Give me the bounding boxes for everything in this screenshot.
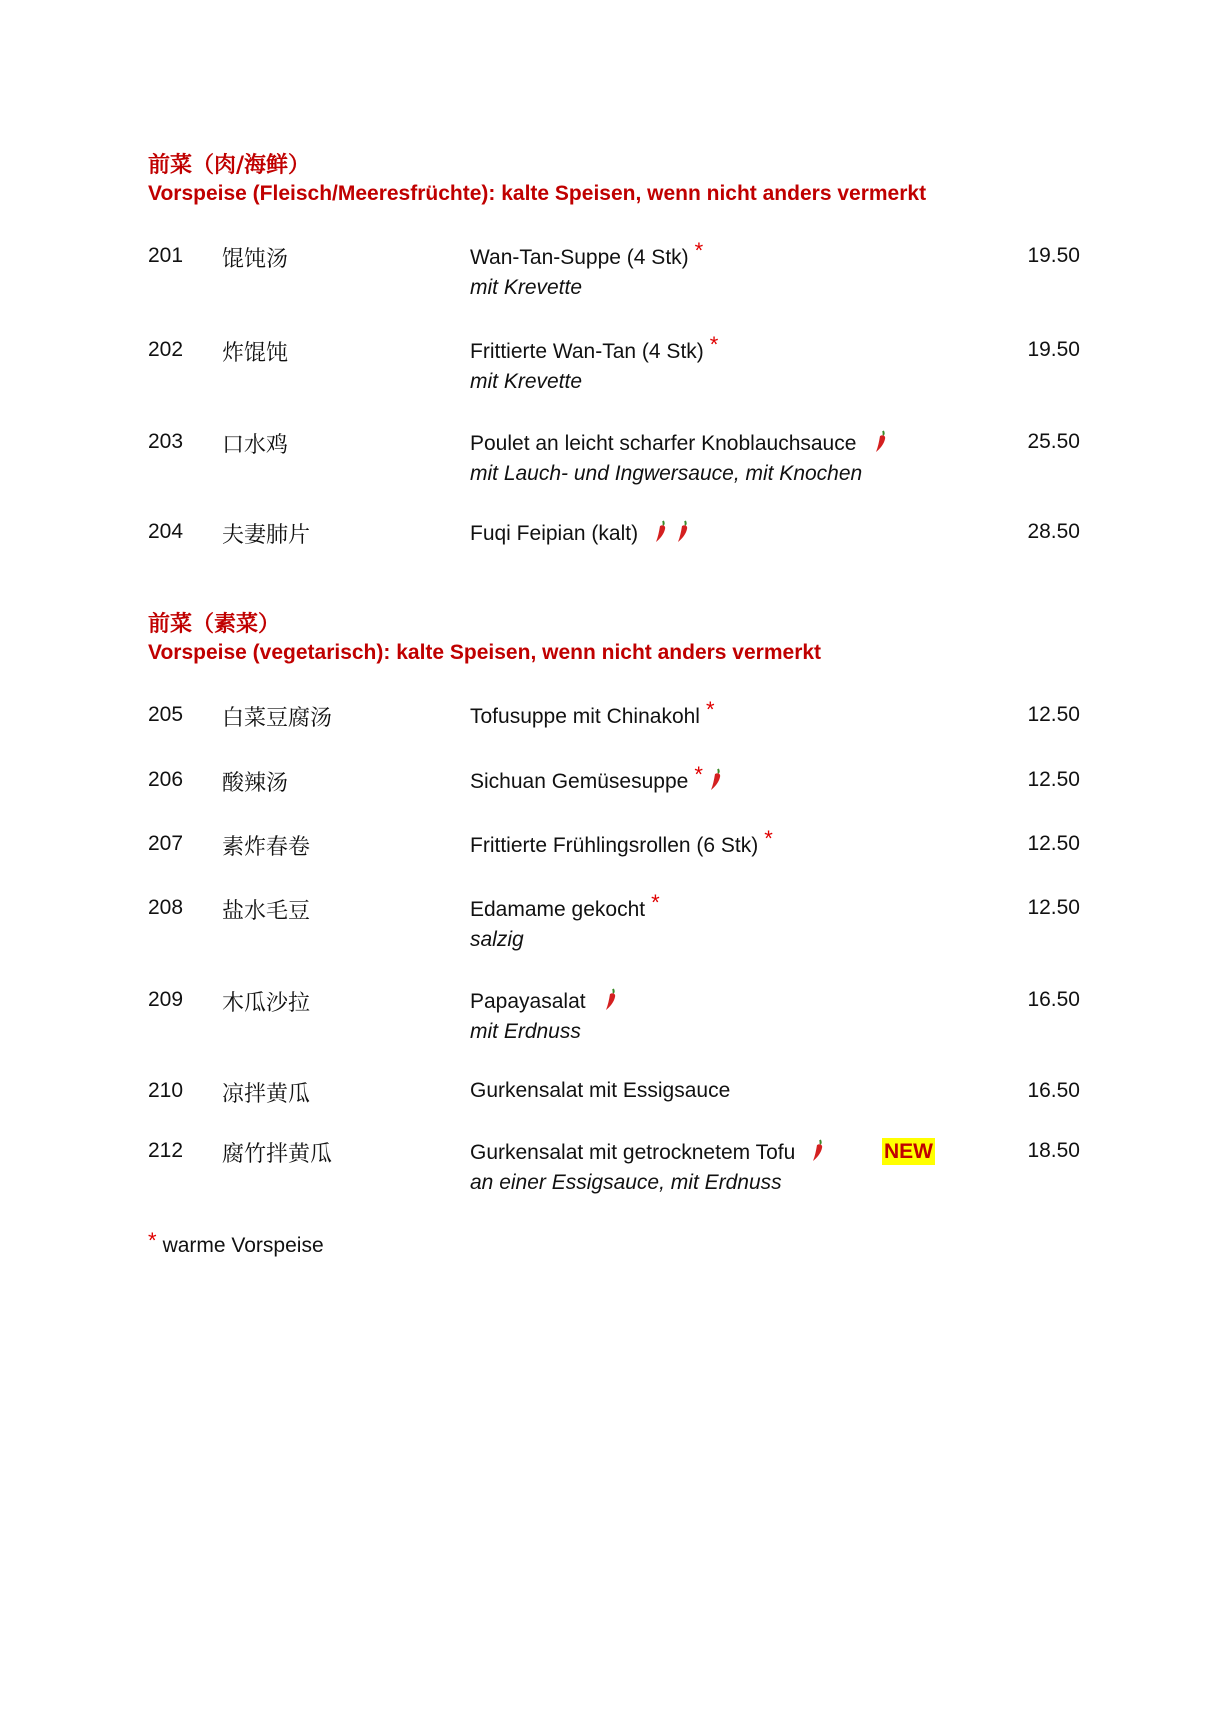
item-price: 28.50 [1027, 520, 1080, 543]
warm-marker: * [705, 697, 715, 722]
item-number: 209 [148, 988, 184, 1011]
item-number: 203 [148, 430, 184, 453]
item-number: 205 [148, 703, 184, 726]
new-badge: NEW [884, 1140, 933, 1163]
menu-item [148, 332, 1088, 398]
item-description [470, 1139, 825, 1165]
item-price: 16.50 [1027, 1079, 1080, 1102]
warm-marker: * [148, 1228, 157, 1253]
item-description [470, 890, 660, 922]
warm-marker: * [651, 890, 660, 915]
item-description [470, 988, 618, 1014]
menu-item [148, 520, 1088, 580]
item-description [470, 1079, 730, 1103]
item-title: Fuqi Feipian (kalt) [470, 522, 639, 545]
section-title-de: Vorspeise (vegetarisch): kalte Speisen, wenn nicht anders vermerkt [148, 641, 822, 664]
item-price: 19.50 [1027, 338, 1080, 361]
item-title: Edamame gekocht [470, 898, 646, 921]
menu-item [148, 1139, 1088, 1199]
item-price: 12.50 [1027, 832, 1080, 855]
menu-item [148, 890, 1088, 956]
chili-pepper-icon [811, 1139, 825, 1163]
item-name-cn: 口水鸡 [222, 433, 289, 458]
menu-item [148, 1079, 1088, 1139]
item-title: Wan-Tan-Suppe (4 Stk) [470, 246, 689, 269]
section-title-cn: 前菜（肉/海鲜） [148, 152, 311, 178]
item-price: 12.50 [1027, 768, 1080, 791]
item-subtitle: mit Krevette [470, 276, 583, 299]
item-number: 212 [148, 1139, 184, 1162]
item-price: 12.50 [1027, 896, 1080, 919]
menu-item [148, 826, 1088, 892]
item-name-cn: 夫妻肺片 [222, 523, 311, 548]
item-subtitle: mit Erdnuss [470, 1020, 581, 1043]
item-subtitle: mit Krevette [470, 370, 583, 393]
item-name-cn: 酸辣汤 [222, 771, 289, 796]
item-title: Tofusuppe mit Chinakohl [470, 705, 700, 728]
warm-marker: * [709, 332, 719, 357]
item-number: 204 [148, 520, 184, 543]
item-title: Frittierte Frühlingsrollen (6 Stk) [470, 834, 759, 857]
item-name-cn: 炸馄饨 [222, 341, 289, 366]
item-number: 208 [148, 896, 184, 919]
chili-pepper-icon [676, 520, 690, 544]
item-price: 19.50 [1027, 244, 1080, 267]
chili-pepper-icon [709, 768, 723, 792]
item-price: 16.50 [1027, 988, 1080, 1011]
item-name-cn: 盐水毛豆 [222, 899, 311, 924]
item-title: Sichuan Gemüsesuppe [470, 770, 689, 793]
item-subtitle: salzig [470, 928, 524, 951]
item-subtitle: an einer Essigsauce, mit Erdnuss [470, 1171, 782, 1194]
item-description [470, 238, 704, 270]
item-title: Poulet an leicht scharfer Knoblauchsauce [470, 432, 857, 455]
footnote [148, 1228, 324, 1258]
item-name-cn: 木瓜沙拉 [222, 991, 311, 1016]
menu-item [148, 430, 1088, 490]
item-number: 210 [148, 1079, 184, 1102]
warm-marker: * [694, 238, 704, 263]
menu-item [148, 988, 1088, 1048]
item-price: 25.50 [1027, 430, 1080, 453]
section-title-de: Vorspeise (Fleisch/Meeresfrüchte): kalte Speisen, wenn nicht anders vermerkt [148, 182, 927, 205]
item-number: 207 [148, 832, 184, 855]
item-title: Papayasalat [470, 990, 586, 1013]
item-number: 201 [148, 244, 184, 267]
item-title: Frittierte Wan-Tan (4 Stk) [470, 340, 704, 363]
item-description [470, 430, 888, 456]
item-description [470, 332, 719, 364]
item-price: 12.50 [1027, 703, 1080, 726]
item-description [470, 826, 773, 858]
item-description [470, 520, 690, 546]
chili-pepper-icon [604, 988, 618, 1012]
item-description [470, 697, 715, 729]
item-name-cn: 白菜豆腐汤 [222, 706, 333, 731]
chili-pepper-icon [874, 430, 888, 454]
item-title: Gurkensalat mit Essigsauce [470, 1079, 731, 1102]
item-name-cn: 凉拌黄瓜 [222, 1082, 311, 1107]
section-title-cn: 前菜（素菜） [148, 611, 281, 637]
warm-marker: * [694, 762, 703, 787]
footnote-text: warme Vorspeise [162, 1234, 324, 1257]
warm-marker: * [764, 826, 773, 851]
item-name-cn: 素炸春卷 [222, 835, 311, 860]
item-title: Gurkensalat mit getrocknetem Tofu [470, 1141, 796, 1164]
item-subtitle: mit Lauch- und Ingwersauce, mit Knochen [470, 462, 863, 485]
item-description [470, 762, 723, 794]
menu-item [148, 238, 1088, 304]
menu-item [148, 762, 1088, 828]
chili-pepper-icon [654, 520, 668, 544]
item-name-cn: 腐竹拌黄瓜 [222, 1142, 333, 1167]
item-number: 206 [148, 768, 184, 791]
item-name-cn: 馄饨汤 [222, 247, 289, 272]
menu-item [148, 697, 1088, 763]
item-number: 202 [148, 338, 184, 361]
item-price: 18.50 [1027, 1139, 1080, 1162]
